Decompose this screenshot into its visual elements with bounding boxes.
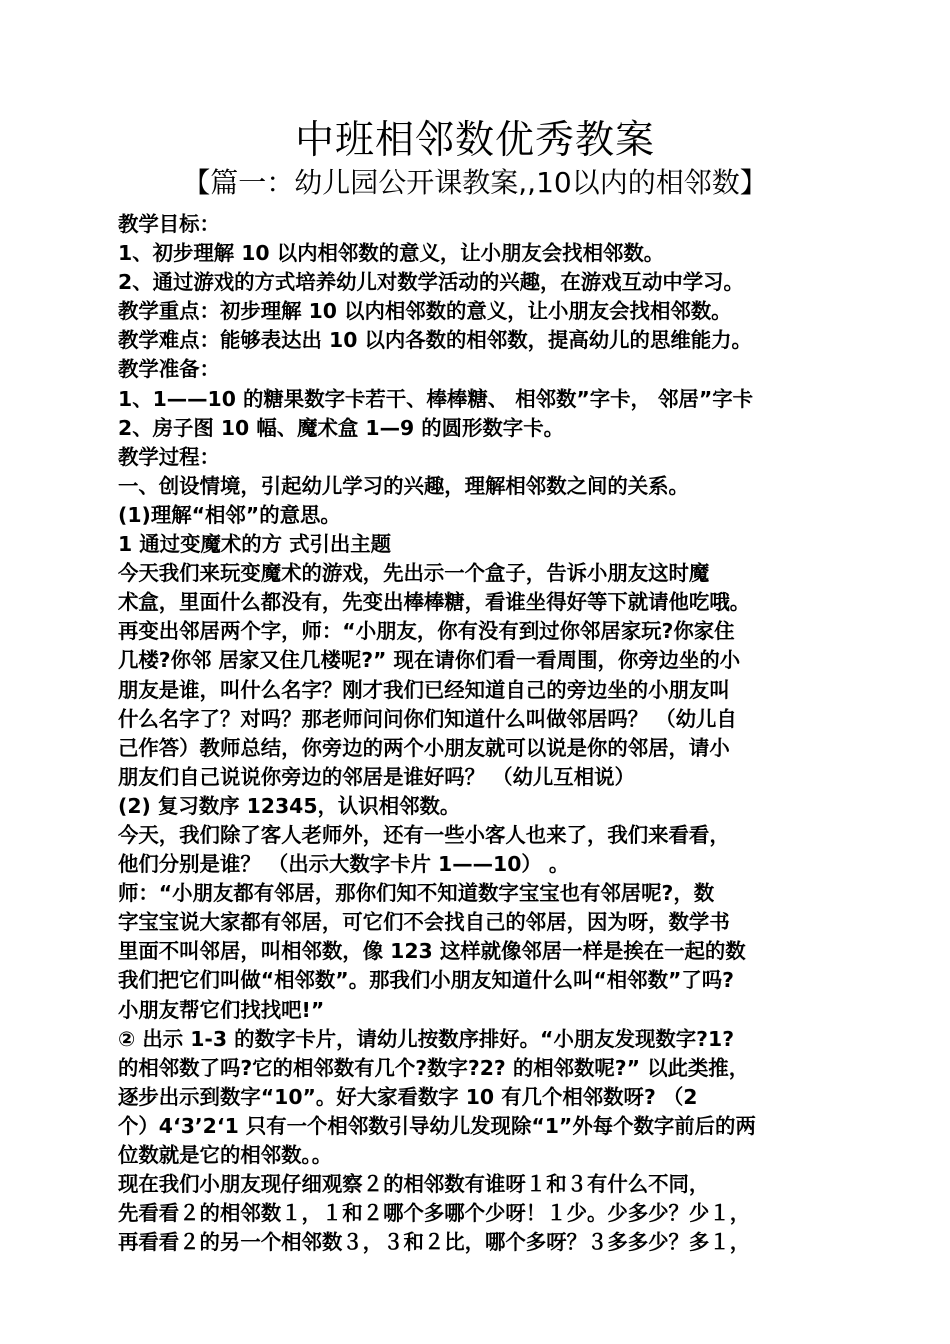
- text-line: 里面不叫邻居，叫相邻数，像 123 这样就像邻居一样是挨在一起的数: [118, 939, 746, 964]
- page-subtitle: 【篇一：幼儿园公开课教案,,10以内的相邻数】: [182, 166, 768, 199]
- text-line: 教学准备：: [118, 357, 220, 382]
- text-line: 1 通过变魔术的方 式引出主题: [118, 532, 392, 557]
- text-line: 位数就是它的相邻数。。: [118, 1143, 333, 1167]
- text-line: 朋友们自己说说你旁边的邻居是谁好吗？ （幼儿互相说）: [118, 764, 635, 789]
- text-line: 再看看２的另一个相邻数３，３和２比，哪个多呀？３多多少？多１，: [118, 1230, 751, 1255]
- text-line: 术盒，里面什么都没有，先变出棒棒糖，看谁坐得好等下就请他吃哦。: [118, 590, 751, 615]
- text-line: 先看看２的相邻数１，１和２哪个多哪个少呀！１少。少多少？少１，: [118, 1201, 751, 1226]
- text-line: 师：“小朋友都有邻居，那你们知不知道数字宝宝也有邻居呢?，数: [118, 881, 715, 906]
- text-line: 今天我们来玩变魔术的游戏，先出示一个盒子，告诉小朋友这时魔: [118, 561, 710, 586]
- text-line: 他们分别是谁？ （出示大数字卡片 1——10） 。: [118, 852, 570, 877]
- text-line: 教学过程：: [118, 444, 220, 469]
- text-line: 今天，我们除了客人老师外，还有一些小客人也来了，我们来看看，: [118, 822, 730, 847]
- text-line: 己作答）教师总结，你旁边的两个小朋友就可以说是你的邻居，请小: [118, 735, 730, 760]
- text-line: 逐步出示到数字“10”。好大家看数字 10 有几个相邻数呀? （2: [118, 1084, 698, 1109]
- text-line: 个）4‘3’2‘1 只有一个相邻数引导幼儿发现除“1”外每个数字前后的两: [118, 1113, 756, 1138]
- text-line: 教学重点：初步理解 10 以内相邻数的意义，让小朋友会找相邻数。: [118, 299, 732, 324]
- text-line: 朋友是谁，叫什么名字？刚才我们已经知道自己的旁边坐的小朋友叫: [118, 677, 730, 702]
- text-line: 小朋友帮它们找找吧!”: [118, 997, 325, 1022]
- text-line: 2、房子图 10 幅、魔术盒 1—9 的圆形数字卡。: [118, 415, 564, 440]
- text-line: 教学难点：能够表达出 10 以内各数的相邻数，提高幼儿的思维能力。: [118, 328, 752, 353]
- text-line: (2) 复习数序 12345，认识相邻数。: [118, 793, 461, 818]
- text-line: 现在我们小朋友现仔细观察２的相邻数有谁呀１和３有什么不同，: [118, 1172, 710, 1197]
- text-line: 2、通过游戏的方式培养幼儿对数学活动的兴趣，在游戏互动中学习。: [118, 270, 744, 295]
- page-title: 中班相邻数优秀教案: [294, 118, 655, 163]
- text-line: 几楼?你邻 居家又住几楼呢?” 现在请你们看一看周围，你旁边坐的小: [118, 648, 741, 673]
- text-line: ② 出示 1-3 的数字卡片，请幼儿按数序排好。“小朋友发现数字?1?: [118, 1026, 735, 1051]
- document-body: [118, 210, 848, 1257]
- text-line: 教学目标：: [118, 212, 220, 236]
- text-line: 一、创设情境，引起幼儿学习的兴趣，理解相邻数之间的关系。: [118, 473, 689, 498]
- text-line: 再变出邻居两个字，师：“小朋友，你有没有到过你邻居家玩?你家住: [118, 619, 735, 644]
- text-line: 1、初步理解 10 以内相邻数的意义，让小朋友会找相邻数。: [118, 241, 665, 266]
- text-line: 什么名字了？对吗？那老师问问你们知道什么叫做邻居吗？ （幼儿自: [118, 706, 737, 731]
- text-line: (1)理解“相邻”的意思。: [118, 502, 341, 527]
- text-line: 1、1——10 的糖果数字卡若干、棒棒糖、 相邻数”字卡， 邻居”字卡: [118, 386, 754, 411]
- text-line: 的相邻数了吗?它的相邻数有几个?数字?2? 的相邻数呢?” 以此类推，: [118, 1055, 750, 1080]
- text-line: 我们把它们叫做“相邻数”。那我们小朋友知道什么叫“相邻数”了吗?: [118, 968, 734, 993]
- text-line: 字宝宝说大家都有邻居，可它们不会找自己的邻居，因为呀，数学书: [118, 910, 730, 935]
